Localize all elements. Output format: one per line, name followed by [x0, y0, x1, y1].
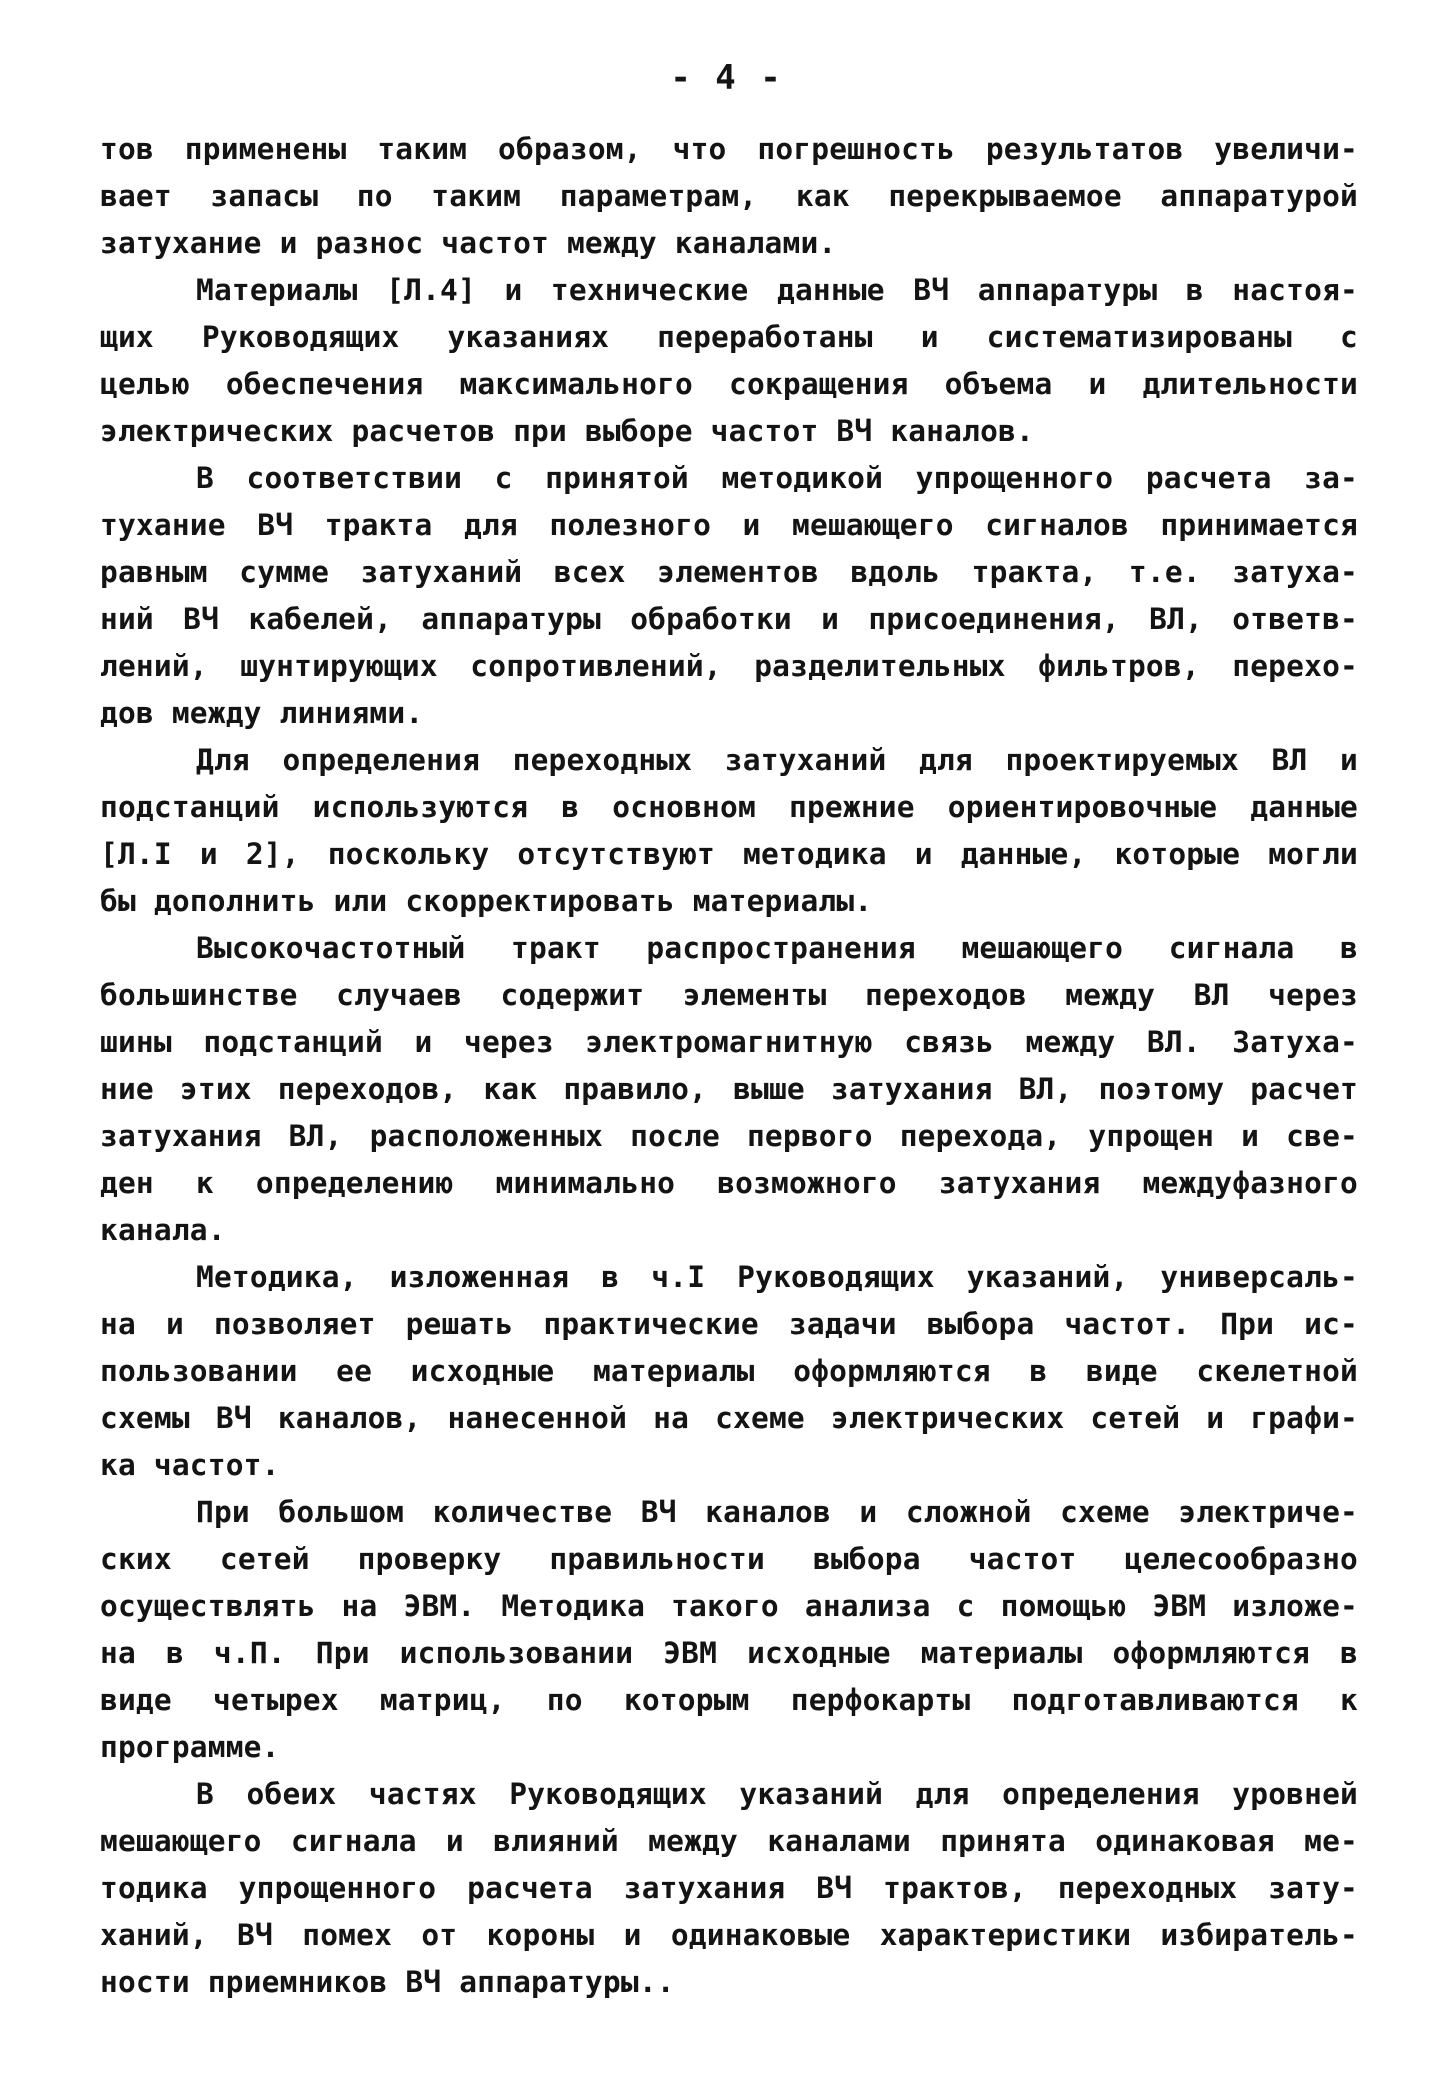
document-body [100, 126, 1358, 2006]
text-line: мешающего сигнала и влияний между каналами принята одинаковая ме- [100, 1824, 1358, 1858]
text-line: программе. [100, 1730, 280, 1764]
text-line: равным сумме затуханий всех элементов вдоль тракта, т.е. затуха- [100, 555, 1358, 589]
text-line: ка частот. [100, 1448, 280, 1482]
text-line: При большом количестве ВЧ каналов и сложной схеме электриче- [196, 1495, 1358, 1529]
text-line: затухание и разнос частот между каналами. [100, 226, 837, 260]
text-line: Методика, изложенная в ч.I Руководящих указаний, универсаль- [196, 1260, 1358, 1294]
text-line: тодика упрощенного расчета затухания ВЧ трактов, переходных зату- [100, 1871, 1358, 1905]
text-line: ден к определению минимально возможного затухания междуфазного [100, 1166, 1358, 1200]
text-line: шины подстанций и через электромагнитную связь между ВЛ. Затуха- [100, 1025, 1358, 1059]
text-line: целью обеспечения максимального сокращения объема и длительности [100, 367, 1358, 401]
text-line: В соответствии с принятой методикой упрощенного расчета за- [196, 461, 1358, 495]
text-line: [Л.I и 2], поскольку отсутствуют методика и данные, которые могли [100, 837, 1358, 871]
text-line: ние этих переходов, как правило, выше затухания ВЛ, поэтому расчет [100, 1072, 1358, 1106]
text-line: электрических расчетов при выборе частот ВЧ каналов. [100, 414, 1034, 448]
text-line: Материалы [Л.4] и технические данные ВЧ аппаратуры в настоя- [196, 273, 1358, 307]
text-line: виде четырех матриц, по которым перфокарты подготавливаются к [100, 1683, 1358, 1717]
text-line: схемы ВЧ каналов, нанесенной на схеме электрических сетей и графи- [100, 1401, 1358, 1435]
text-line: на и позволяет решать практические задачи выбора частот. При ис- [100, 1307, 1358, 1341]
text-line: ний ВЧ кабелей, аппаратуры обработки и присоединения, ВЛ, ответв- [100, 602, 1358, 636]
text-line: на в ч.П. При использовании ЭВМ исходные материалы оформляются в [100, 1636, 1358, 1670]
text-line: ханий, ВЧ помех от короны и одинаковые характеристики избиратель- [100, 1918, 1358, 1952]
text-line: бы дополнить или скорректировать материалы. [100, 884, 873, 918]
text-line: тов применены таким образом, что погрешность результатов увеличи- [100, 132, 1358, 166]
text-line: Высокочастотный тракт распространения мешающего сигнала в [196, 931, 1358, 965]
text-line: канала. [100, 1213, 226, 1247]
text-line: большинстве случаев содержит элементы переходов между ВЛ через [100, 978, 1358, 1012]
text-line: дов между линиями. [100, 696, 424, 730]
text-line: ности приемников ВЧ аппаратуры.. [100, 1965, 675, 1999]
text-line: осуществлять на ЭВМ. Методика такого анализа с помощью ЭВМ изложе- [100, 1589, 1358, 1623]
text-line: В обеих частях Руководящих указаний для определения уровней [196, 1777, 1358, 1811]
text-line: Для определения переходных затуханий для проектируемых ВЛ и [196, 743, 1358, 777]
page-number: - 4 - [670, 58, 783, 98]
text-line: щих Руководящих указаниях переработаны и систематизированы с [100, 320, 1358, 354]
text-line: подстанций используются в основном прежние ориентировочные данные [100, 790, 1358, 824]
text-line: пользовании ее исходные материалы оформляются в виде скелетной [100, 1354, 1358, 1388]
text-line: затухания ВЛ, расположенных после первого перехода, упрощен и све- [100, 1119, 1358, 1153]
text-line: вает запасы по таким параметрам, как перекрываемое аппаратурой [100, 179, 1358, 213]
text-line: ских сетей проверку правильности выбора частот целесообразно [100, 1542, 1358, 1576]
text-line: тухание ВЧ тракта для полезного и мешающего сигналов принимается [100, 508, 1358, 542]
text-line: лений, шунтирующих сопротивлений, разделительных фильтров, перехо- [100, 649, 1358, 683]
